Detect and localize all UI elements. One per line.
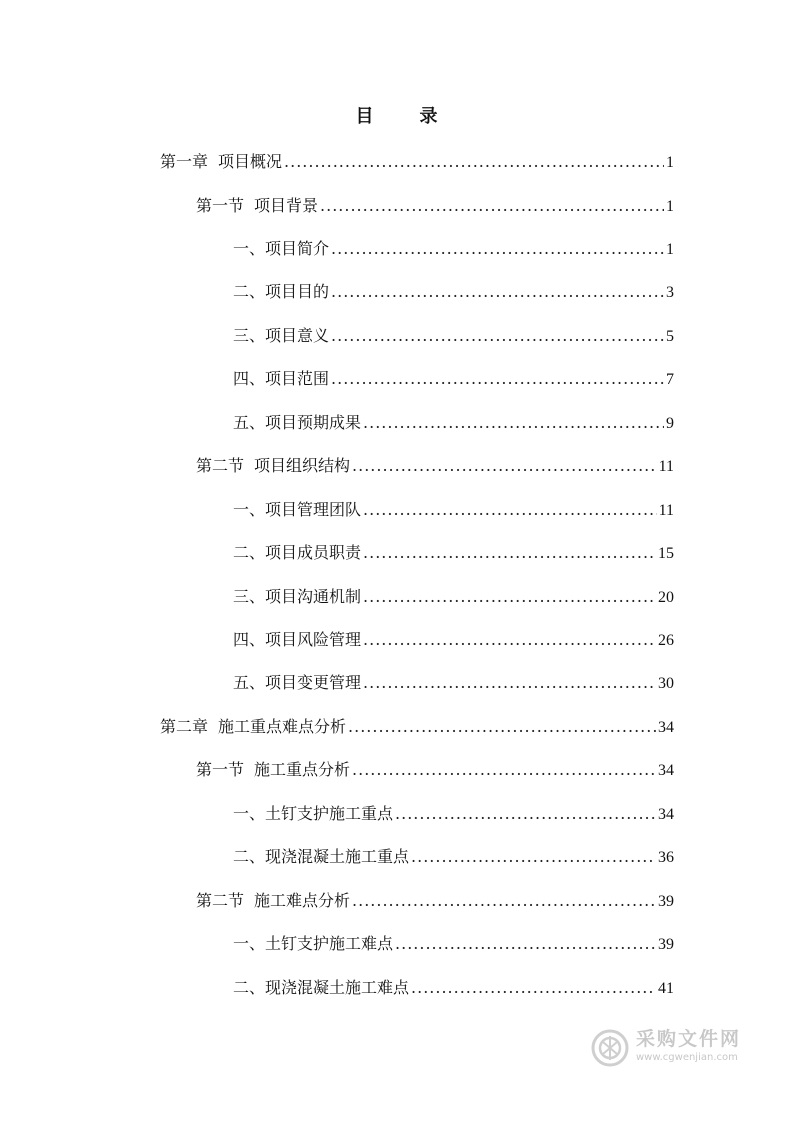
toc-page-number: 1 — [666, 241, 674, 258]
toc-page-number: 20 — [658, 589, 674, 606]
toc-entry-label: 二、现浇混凝土施工难点 — [233, 978, 410, 997]
toc-page-number: 26 — [658, 632, 674, 649]
toc-entry-item[interactable] — [233, 799, 674, 829]
toc-entry-label: 第一节 施工重点分析 — [196, 760, 351, 779]
toc-dot-leader — [331, 277, 664, 307]
toc-entry-label: 第一章 项目概况 — [160, 152, 283, 171]
toc-entry-label: 五、项目变更管理 — [233, 673, 362, 692]
toc-dot-leader — [363, 408, 664, 438]
toc-entry-item[interactable] — [233, 929, 674, 959]
toc-dot-leader — [352, 755, 656, 785]
toc-page-number: 34 — [658, 719, 674, 736]
watermark-url: www.cgwenjian.com — [636, 1052, 738, 1063]
toc-dot-leader — [363, 582, 656, 612]
toc-entry-item[interactable] — [233, 973, 674, 1003]
toc-dot-leader — [348, 712, 656, 742]
toc-page-number: 36 — [658, 849, 674, 866]
toc-entry-item[interactable] — [233, 842, 674, 872]
toc-dot-leader — [352, 886, 656, 916]
toc-entry-label: 三、项目意义 — [233, 326, 330, 345]
toc-entry-label: 五、项目预期成果 — [233, 413, 362, 432]
toc-dot-leader — [363, 538, 656, 568]
toc-dot-leader — [331, 364, 664, 394]
toc-entry-label: 四、项目范围 — [233, 369, 330, 388]
toc-dot-leader — [331, 234, 664, 264]
toc-page-number: 5 — [666, 328, 674, 345]
toc-page-number: 39 — [658, 893, 674, 910]
toc-entry-label: 二、项目目的 — [233, 282, 330, 301]
toc-entry-item[interactable] — [233, 234, 674, 264]
toc-dot-leader — [363, 625, 656, 655]
toc-entry-label: 二、项目成员职责 — [233, 543, 362, 562]
toc-entry-item[interactable] — [233, 668, 674, 698]
toc-entry-section[interactable] — [196, 755, 674, 785]
toc-page-number: 41 — [658, 980, 674, 997]
toc-dot-leader — [363, 495, 657, 525]
toc-entry-label: 一、项目管理团队 — [233, 500, 362, 519]
toc-page-number: 34 — [658, 762, 674, 779]
toc-page-number: 11 — [658, 502, 674, 519]
toc-entry-label: 第二节 项目组织结构 — [196, 456, 351, 475]
toc-entry-section[interactable] — [196, 451, 674, 481]
toc-page-number: 39 — [658, 936, 674, 953]
toc-page-number: 3 — [666, 284, 674, 301]
toc-entry-label: 四、项目风险管理 — [233, 630, 362, 649]
toc-entry-label: 三、项目沟通机制 — [233, 587, 362, 606]
toc-page-number: 34 — [658, 806, 674, 823]
toc-entry-label: 第二节 施工难点分析 — [196, 891, 351, 910]
toc-entry-label: 一、项目简介 — [233, 239, 330, 258]
toc-entry-item[interactable] — [233, 625, 674, 655]
toc-page-number: 1 — [666, 154, 674, 171]
toc-dot-leader — [284, 147, 664, 177]
page-title: 目 录 — [355, 106, 452, 127]
toc-entry-chapter[interactable] — [160, 712, 674, 742]
watermark-name: 采购文件网 — [636, 1028, 742, 1050]
toc-entry-item[interactable] — [233, 321, 674, 351]
toc-dot-leader — [411, 842, 656, 872]
toc-entry-item[interactable] — [233, 408, 674, 438]
toc-dot-leader — [363, 668, 656, 698]
toc-entry-label: 二、现浇混凝土施工重点 — [233, 847, 410, 866]
toc-page-number: 1 — [666, 198, 674, 215]
toc-page-number: 7 — [666, 371, 674, 388]
toc-entry-item[interactable] — [233, 582, 674, 612]
toc-entry-section[interactable] — [196, 191, 674, 221]
toc-dot-leader — [395, 929, 656, 959]
toc-dot-leader — [411, 973, 656, 1003]
toc-page-number: 30 — [658, 675, 674, 692]
toc-dot-leader — [320, 191, 664, 221]
toc-entry-label: 第一节 项目背景 — [196, 196, 319, 215]
toc-entry-section[interactable] — [196, 886, 674, 916]
toc-entry-item[interactable] — [233, 364, 674, 394]
toc-entry-chapter[interactable] — [160, 147, 674, 177]
toc-dot-leader — [352, 451, 657, 481]
toc-entry-label: 第二章 施工重点难点分析 — [160, 717, 347, 736]
toc-entry-item[interactable] — [233, 538, 674, 568]
toc-entry-label: 一、土钉支护施工难点 — [233, 934, 394, 953]
toc-dot-leader — [395, 799, 656, 829]
watermark — [590, 1024, 760, 1074]
cgwenjian-logo-icon — [590, 1028, 630, 1068]
toc-page-number: 15 — [658, 545, 674, 562]
toc-dot-leader — [331, 321, 664, 351]
toc-page-number: 9 — [666, 415, 674, 432]
toc-entry-item[interactable] — [233, 495, 674, 525]
toc-entry-item[interactable] — [233, 277, 674, 307]
toc-entry-label: 一、土钉支护施工重点 — [233, 804, 394, 823]
toc-page-number: 11 — [658, 458, 674, 475]
